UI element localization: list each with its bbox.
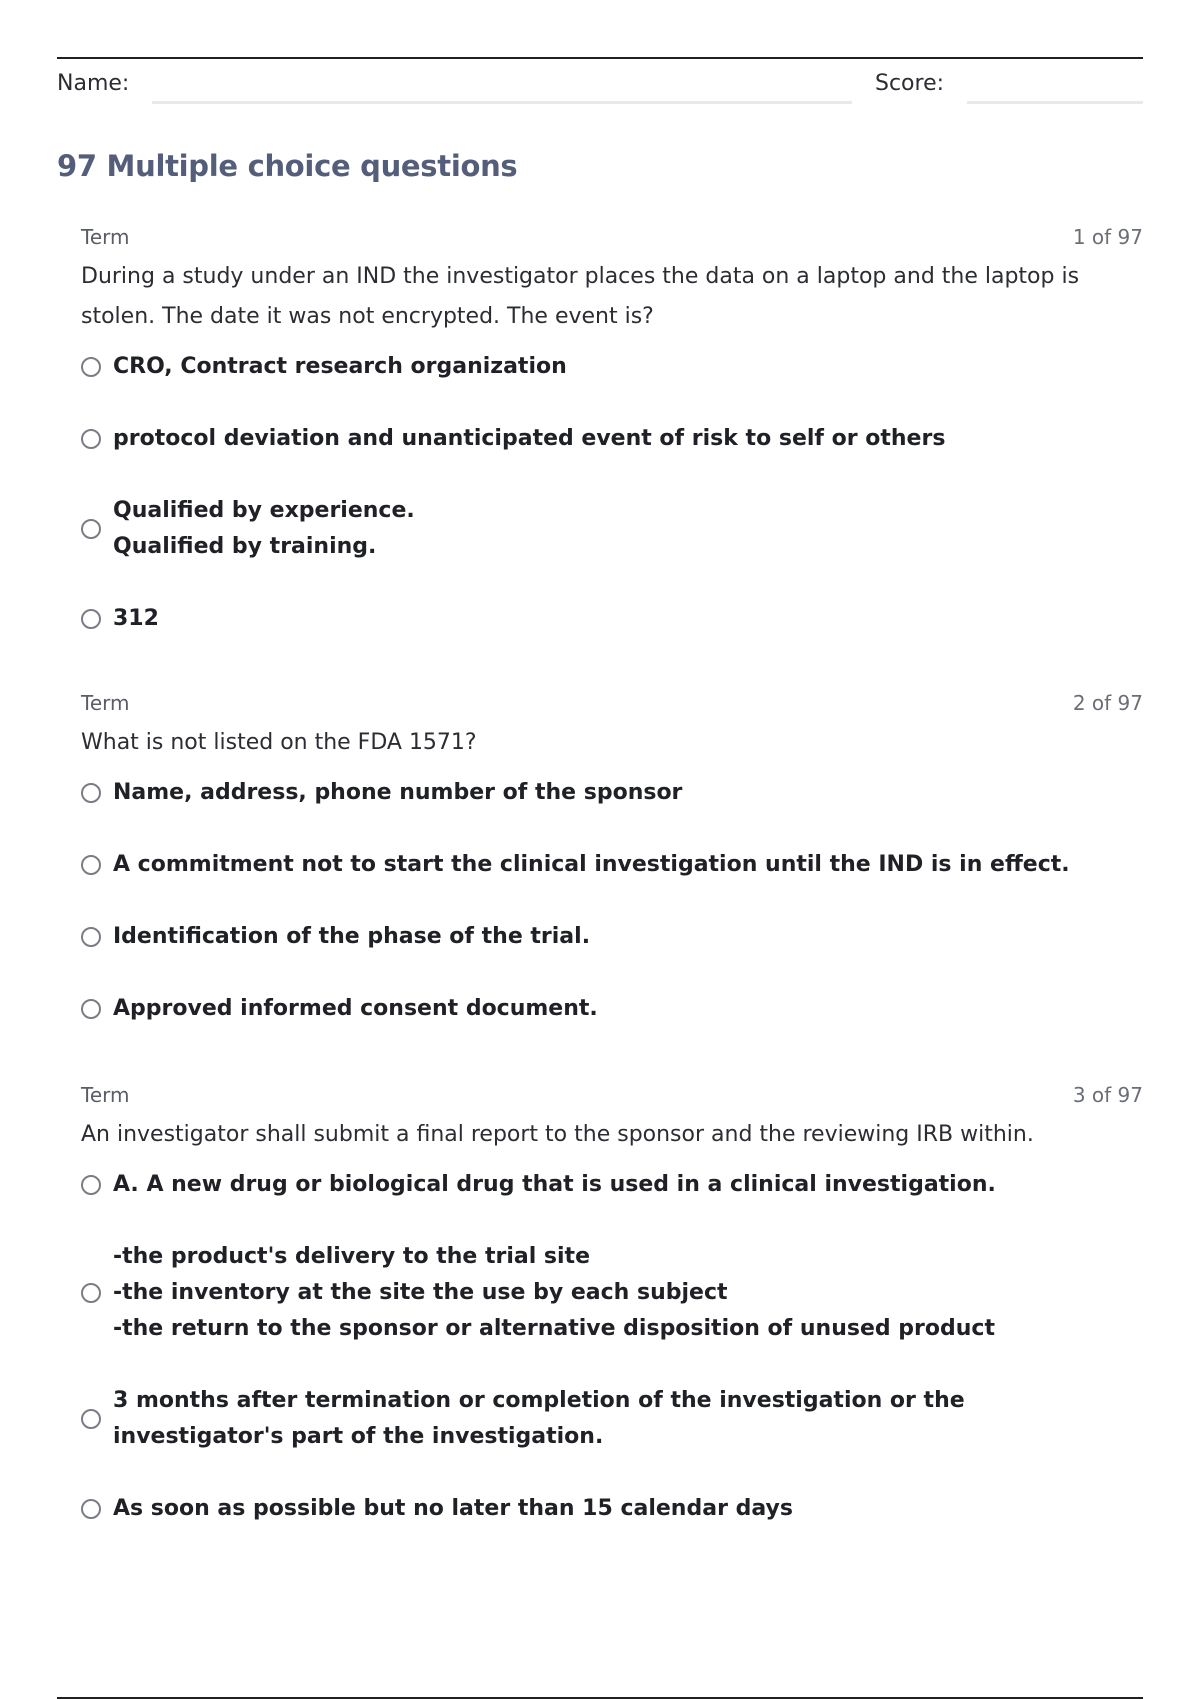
question-counter: 1 of 97: [1072, 225, 1143, 249]
question-text: What is not listed on the FDA 1571?: [81, 730, 477, 755]
answer-label: 312: [113, 606, 159, 631]
question-3: [81, 1083, 1143, 1563]
answer-option[interactable]: [81, 775, 1143, 811]
answer-option[interactable]: [81, 847, 1143, 883]
radio-button[interactable]: [81, 429, 101, 449]
answer-label: -the product's delivery to the trial site -the inventory at the site the use by each subject -the return to the sponsor or alternative disposition of unused product: [113, 1244, 995, 1341]
radio-button[interactable]: [81, 1283, 101, 1303]
term-label: Term: [81, 1083, 130, 1107]
radio-button[interactable]: [81, 855, 101, 875]
question-2: [81, 691, 1143, 1063]
radio-button[interactable]: [81, 1409, 101, 1429]
radio-button[interactable]: [81, 1499, 101, 1519]
answer-label: Identification of the phase of the trial.: [113, 924, 591, 949]
section-title: 97 Multiple choice questions: [57, 149, 518, 183]
answer-option[interactable]: [81, 1167, 1143, 1203]
bottom-divider: [57, 1697, 1143, 1699]
question-text: During a study under an IND the investigator places the data on a laptop and the laptop is stolen. The date it was not encrypted. The event is?: [81, 264, 1080, 329]
answer-label: protocol deviation and unanticipated event of risk to self or others: [113, 426, 946, 451]
radio-button[interactable]: [81, 1175, 101, 1195]
question-counter: 3 of 97: [1072, 1083, 1143, 1107]
answer-option[interactable]: [81, 991, 1143, 1027]
answer-option[interactable]: [81, 1383, 1143, 1455]
term-label: Term: [81, 225, 130, 249]
answer-option[interactable]: [81, 493, 1143, 565]
answer-options: [81, 775, 1143, 1027]
name-field[interactable]: [152, 101, 852, 104]
question-1: [81, 225, 1143, 673]
score-label: Score:: [875, 71, 945, 96]
radio-button[interactable]: [81, 927, 101, 947]
answer-label: Qualified by experience. Qualified by training.: [113, 498, 415, 559]
answer-label: Name, address, phone number of the sponsor: [113, 780, 683, 805]
answer-label: As soon as possible but no later than 15 calendar days: [113, 1496, 793, 1521]
answer-label: A. A new drug or biological drug that is used in a clinical investigation.: [113, 1172, 996, 1197]
answer-option[interactable]: [81, 421, 1143, 457]
name-label: Name:: [57, 71, 130, 96]
top-divider: [57, 57, 1143, 59]
answer-option[interactable]: [81, 1239, 1143, 1347]
radio-button[interactable]: [81, 609, 101, 629]
quiz-page: [57, 57, 1143, 1700]
header-row: [57, 63, 1143, 103]
answer-label: CRO, Contract research organization: [113, 354, 567, 379]
answer-label: Approved informed consent document.: [113, 996, 598, 1021]
answer-option[interactable]: [81, 601, 1143, 637]
answer-option[interactable]: [81, 349, 1143, 385]
radio-button[interactable]: [81, 783, 101, 803]
answer-label: A commitment not to start the clinical investigation until the IND is in effect.: [113, 852, 1070, 877]
answer-options: [81, 1167, 1143, 1527]
answer-option[interactable]: [81, 919, 1143, 955]
radio-button[interactable]: [81, 999, 101, 1019]
answer-option[interactable]: [81, 1491, 1143, 1527]
answer-label: 3 months after termination or completion of the investigation or the investigator's part of the investigation.: [113, 1388, 965, 1449]
answer-options: [81, 349, 1143, 637]
question-text: An investigator shall submit a final report to the sponsor and the reviewing IRB within.: [81, 1122, 1034, 1147]
radio-button[interactable]: [81, 519, 101, 539]
term-label: Term: [81, 691, 130, 715]
question-counter: 2 of 97: [1072, 691, 1143, 715]
score-field[interactable]: [967, 101, 1143, 104]
radio-button[interactable]: [81, 357, 101, 377]
